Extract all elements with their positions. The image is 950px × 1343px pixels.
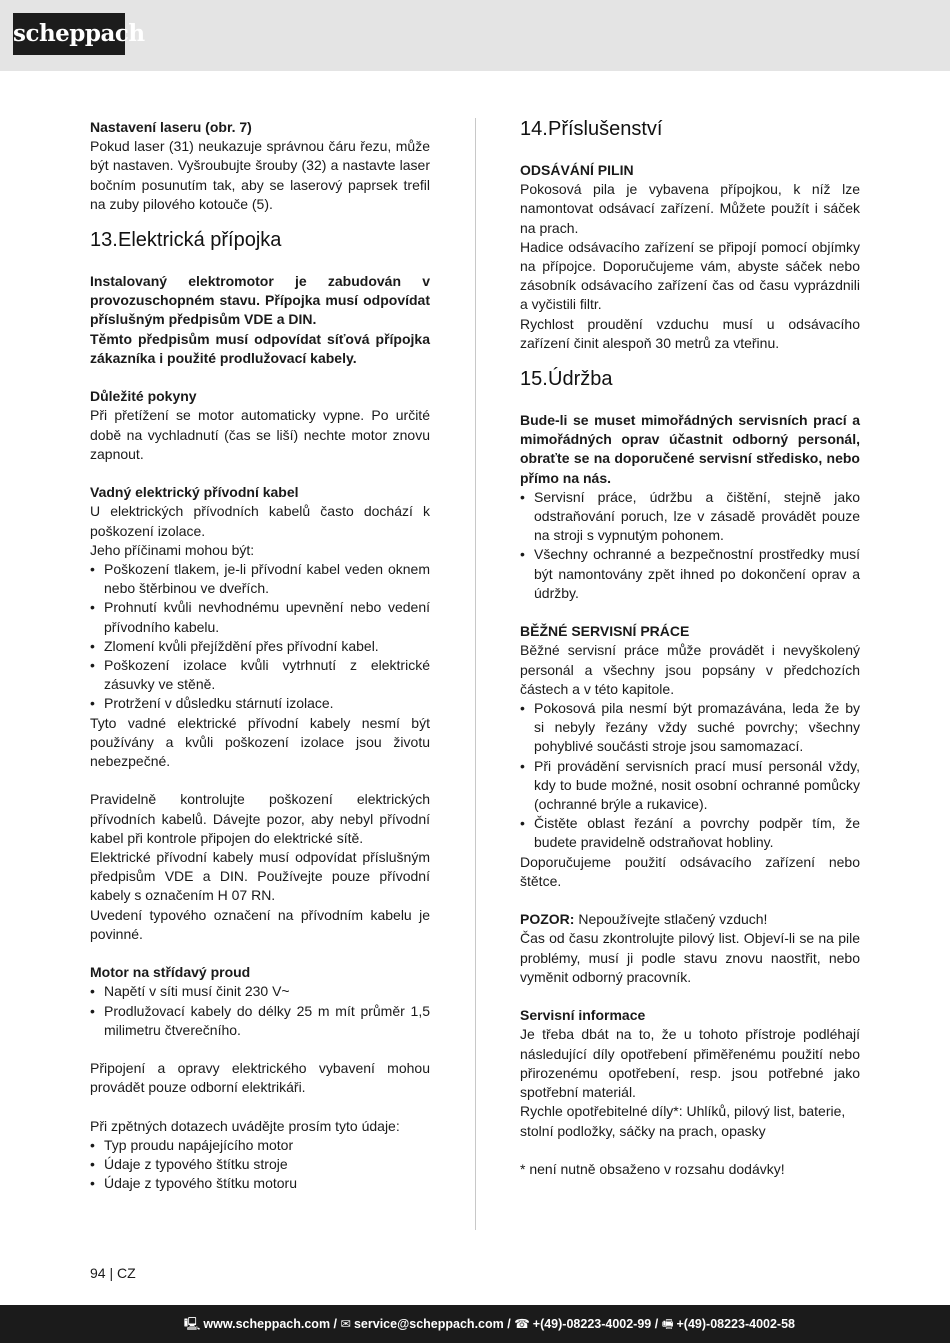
caution-label: POZOR:	[520, 911, 575, 928]
section-15-title: Údržba	[548, 368, 613, 391]
common-service-text-2: Doporučujeme použití odsávacího zařízení nebo štětce.	[520, 853, 860, 889]
brand-logo: scheppach	[13, 13, 125, 55]
left-column	[90, 118, 430, 1194]
email-icon: ✉	[340, 1317, 351, 1331]
blade-text: Čas od času zkontrolujte pilový list. Objeví-li se na pile problémy, musí ji podle stavu znovu naostřit, nebo vyměnit odborný pracovník.	[520, 930, 860, 985]
ac-motor-title: Motor na střídavý proud	[90, 964, 251, 981]
list-item: • Prodlužovací kabely do délky 25 m mít průměr 1,5 milimetru čtverečního.	[90, 1002, 430, 1040]
dust-text-3: Rychlost proudění vzduchu musí u odsávacího zařízení činit alespoň 30 metrů za vteřinu.	[520, 315, 860, 351]
common-service-title: BĚŽNÉ SERVISNÍ PRÁCE	[520, 623, 690, 640]
computer-icon: 🖳	[183, 1317, 201, 1331]
service-info-title: Servisní informace	[520, 1007, 646, 1024]
dust-text-2: Hadice odsávacího zařízení se připojí pomocí objímky na přípojce. Doporučujeme vám, abyste sáček nebo zásobník odsávacího zařízení čas od času vyprázdnili a vyčistili filtr.	[520, 238, 860, 313]
check-text-1: Pravidelně kontrolujte poškození elektrických přívodních kabelů. Dávejte pozor, aby nebyl přívodní kabel při kontrole připojen do elektrické sítě.	[90, 791, 430, 846]
section-13-title: Elektrická přípojka	[118, 229, 282, 252]
common-service-list	[520, 699, 860, 853]
defect-list	[90, 560, 430, 714]
list-item: • Protržení v důsledku stárnutí izolace.	[90, 694, 430, 713]
page-header	[0, 0, 950, 71]
query-list	[90, 1136, 430, 1194]
defect-title: Vadný elektrický přívodní kabel	[90, 484, 299, 501]
page-number: 94 | CZ	[90, 1265, 136, 1281]
repair-text: Připojení a opravy elektrického vybavení mohou provádět pouze odborní elektrikáři.	[90, 1060, 430, 1096]
laser-title: Nastavení laseru (obr. 7)	[90, 119, 252, 135]
section-14-heading	[520, 118, 860, 140]
defect-text-3: Tyto vadné elektrické přívodní kabely nesmí být používány a kvůli poškození izolace jsou životu nebezpečné.	[90, 714, 430, 770]
s15-intro: Bude-li se muset mimořádných servisních prací a mimořádných oprav účastnit odborný personál, obraťte se na doporučené servisní středisko, nebo přímo na nás.	[520, 412, 860, 486]
list-item: • Typ proudu napájejícího motor	[90, 1136, 430, 1155]
caution-line	[520, 910, 860, 929]
query-text: Při zpětných dotazech uvádějte prosím tyto údaje:	[90, 1117, 400, 1134]
right-column	[520, 118, 860, 1179]
defect-text-2: Jeho příčinami mohou být:	[90, 541, 255, 558]
phone-icon: ☎	[514, 1317, 530, 1331]
section-15-number: 15.	[520, 368, 548, 391]
s15-list	[520, 488, 860, 603]
defect-text-1: U elektrických přívodních kabelů často dochází k poškození izolace.	[90, 503, 430, 539]
list-item: • Údaje z typového štítku stroje	[90, 1155, 430, 1174]
footer-phone: +(49)-08223-4002-99 /	[532, 1317, 659, 1331]
list-item: • Čistěte oblast řezání a povrchy podpěr tím, že budete pravidelně odstraňovat hobliny.	[520, 814, 860, 852]
important-title: Důležité pokyny	[90, 388, 197, 405]
section-13-number: 13.	[90, 229, 118, 252]
list-item: • Servisní práce, údržbu a čištění, stejně jako odstraňování poruch, lze v zásadě provádět pouze na stroji s vypnutým pohonem.	[520, 488, 860, 546]
list-item: • Zlomení kvůli přejíždění přes přívodní kabel.	[90, 637, 430, 656]
service-info-text-2: Rychle opotřebitelné díly*: Uhlíků, pilový list, baterie, stolní podložky, sáčky na prach, opasky	[520, 1103, 846, 1139]
list-item: • Pokosová pila nesmí být promazávána, leda že by si nebyly řezány vždy suché povrchy; všechny pohyblivé součásti stroje jsou samomazací.	[520, 699, 860, 757]
caution-text: Nepoužívejte stlačený vzduch!	[574, 911, 768, 928]
page-footer	[0, 1305, 950, 1343]
common-service-text: Běžné servisní práce může provádět i nevyškolený personál a všechny jsou popsány v předchozích částech a v této kapitole.	[520, 642, 860, 697]
service-info-text-1: Je třeba dbát na to, že u tohoto přístroje podléhají následující díly opotřebení přiměřenému použití nebo přirozenému opotřebení, resp. jsou potřebné jako spotřební materiál.	[520, 1026, 860, 1101]
list-item: • Poškození izolace kvůli vytrhnutí z elektrické zásuvky ve stěně.	[90, 656, 430, 694]
footer-web-link[interactable]: www.scheppach.com /	[203, 1317, 338, 1331]
check-text-3: Uvedení typového označení na přívodním kabelu je povinné.	[90, 906, 430, 942]
s13-intro-2: Těmto předpisům musí odpovídat síťová přípojka zákazníka i použité prodlužovací kabely.	[90, 330, 430, 366]
list-item: • Údaje z typového štítku motoru	[90, 1174, 430, 1193]
footer-fax: +(49)-08223-4002-58	[676, 1317, 795, 1331]
list-item: • Poškození tlakem, je-li přívodní kabel veden oknem nebo štěrbinou ve dveřích.	[90, 560, 430, 598]
section-14-number: 14.	[520, 118, 548, 140]
laser-text: Pokud laser (31) neukazuje správnou čáru řezu, může být nastaven. Vyšroubujte šrouby (32) a nastavte laser bočním posunutím tak, aby se laserový paprsek trefil na zuby pilového kotouče (5).	[90, 138, 430, 212]
column-divider	[475, 118, 476, 1230]
dust-text-1: Pokosová pila je vybavena přípojkou, k níž lze namontovat odsávací zařízení. Můžete použít i sáček na prach.	[520, 181, 860, 236]
dust-title: ODSÁVÁNÍ PILIN	[520, 162, 634, 178]
section-14-title: Příslušenství	[548, 118, 663, 140]
service-note: * není nutně obsaženo v rozsahu dodávky!	[520, 1160, 785, 1177]
ac-motor-list	[90, 982, 430, 1040]
check-text-2: Elektrické přívodní kabely musí odpovídat příslušným předpisům VDE a DIN. Používejte pouze přívodní kabely s označením H 07 RN.	[90, 849, 430, 904]
footer-email-link[interactable]: service@scheppach.com /	[353, 1317, 511, 1331]
list-item: • Napětí v síti musí činit 230 V~	[90, 982, 430, 1001]
section-15-heading	[520, 368, 860, 390]
list-item: • Všechny ochranné a bezpečnostní prostředky musí být namontovány zpět ihned po dokončení oprav a údržby.	[520, 545, 860, 603]
fax-icon: 🖷	[661, 1317, 674, 1331]
section-13-heading	[90, 229, 430, 251]
list-item: • Prohnutí kvůli nevhodnému upevnění nebo vedení přívodního kabelu.	[90, 598, 430, 636]
list-item: • Při provádění servisních prací musí personál vždy, kdy to bude možné, nosit osobní ochranné pomůcky (ochranné brýle a rukavice).	[520, 757, 860, 815]
s13-intro-1: Instalovaný elektromotor je zabudován v provozuschopném stavu. Přípojka musí odpovídat příslušným předpisům VDE a DIN.	[90, 273, 430, 328]
important-text: Při přetížení se motor automaticky vypne. Po určité době na vychladnutí (čas se liší) nechte motor znovu zapnout.	[90, 407, 430, 462]
